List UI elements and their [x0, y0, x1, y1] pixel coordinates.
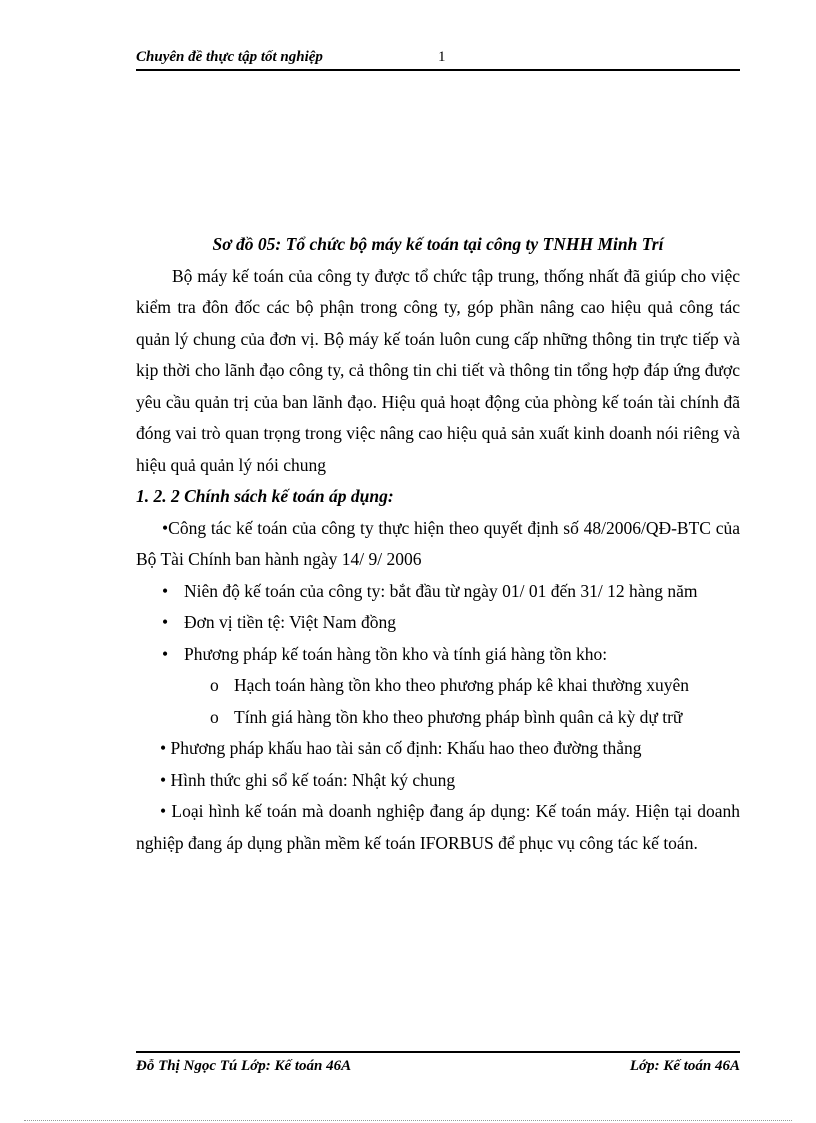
bullet-text: Loại hình kế toán mà doanh nghiệp đang áp dụng: Kế toán máy. Hiện tại doanh nghiệp đang áp dụng phần mềm kế toán IFORBUS để phục vụ công tác kế toán.	[136, 801, 740, 853]
bullet-text: Hình thức ghi sổ kế toán: Nhật ký chung	[170, 769, 456, 790]
intro-paragraph: Bộ máy kế toán của công ty được tổ chức tập trung, thống nhất đã giúp cho việc kiểm tra đôn đốc các bộ phận trong công ty, góp phần nâng cao hiệu quả công tác quản lý chung của đơn vị. Bộ máy kế toán luôn cung cấp những thông tin trực tiếp và kịp thời cho lãnh đạo công ty, cả thông tin chi tiết và thông tin tổng hợp đáp ứng được yêu cầu quản trị của ban lãnh đạo. Hiệu quả hoạt động của phòng kế toán tài chính đã đóng vai trò quan trọng trong việc nâng cao hiệu quả sản xuất kinh doanh nói riêng và hiệu quả quản lý nói chung	[136, 265, 740, 475]
bullet-icon: •	[162, 643, 169, 664]
bullet-text: Công tác kế toán của công ty thực hiện theo quyết định số 48/2006/QĐ-BTC của Bộ Tài Chính ban hành ngày 14/ 9/ 2006	[136, 517, 740, 569]
bullet-text: Phương pháp khấu hao tài sản cố định: Khấu hao theo đường thẳng	[170, 738, 642, 758]
sub-bullet-item-inventory-accounting	[136, 670, 740, 702]
document-title: Chuyên đề thực tập tốt nghiệp	[136, 49, 323, 65]
page-number: 1	[438, 49, 446, 65]
bullet-icon: •	[162, 517, 169, 538]
bullet-item-currency	[136, 607, 740, 639]
bullet-item-bookkeeping	[136, 765, 740, 797]
bullet-item-accounting-type	[136, 796, 740, 859]
bullet-icon: •	[160, 738, 167, 758]
footer-class: Lớp: Kế toán 46A	[629, 1058, 740, 1074]
footer-author: Đỗ Thị Ngọc Tú Lớp: Kế toán 46A	[136, 1058, 352, 1074]
sub-bullet-item-inventory-pricing	[136, 702, 740, 734]
bullet-icon: •	[162, 612, 169, 632]
bullet-text: Niên độ kế toán của công ty: bắt đầu từ ngày 01/ 01 đến 31/ 12 hàng năm	[184, 580, 698, 601]
bullet-icon: •	[162, 580, 169, 601]
page-header	[136, 49, 740, 71]
bullet-text: Phương pháp kế toán hàng tồn kho và tính giá hàng tồn kho:	[184, 643, 608, 664]
circle-bullet-icon: o	[210, 706, 219, 727]
bullet-item-depreciation	[136, 733, 740, 765]
document-body	[136, 229, 740, 859]
diagram-title: Sơ đồ 05: Tổ chức bộ máy kế toán tại công ty TNHH Minh Trí	[212, 234, 664, 254]
bullet-icon: •	[160, 801, 167, 821]
page-footer	[136, 1051, 740, 1075]
bullet-icon: •	[160, 769, 167, 790]
bullet-text: Đơn vị tiền tệ: Việt Nam đồng	[184, 612, 397, 632]
page-bottom-divider	[24, 1120, 792, 1121]
bullet-item-inventory	[136, 639, 740, 671]
bullet-item-decision	[136, 513, 740, 576]
bullet-text: Hạch toán hàng tồn kho theo phương pháp kê khai thường xuyên	[234, 675, 689, 695]
bullet-text: Tính giá hàng tồn kho theo phương pháp bình quân cả kỳ dự trữ	[234, 706, 683, 727]
circle-bullet-icon: o	[210, 675, 219, 695]
bullet-item-fiscal-year	[136, 576, 740, 608]
section-heading: 1. 2. 2 Chính sách kế toán áp dụng:	[136, 486, 394, 506]
